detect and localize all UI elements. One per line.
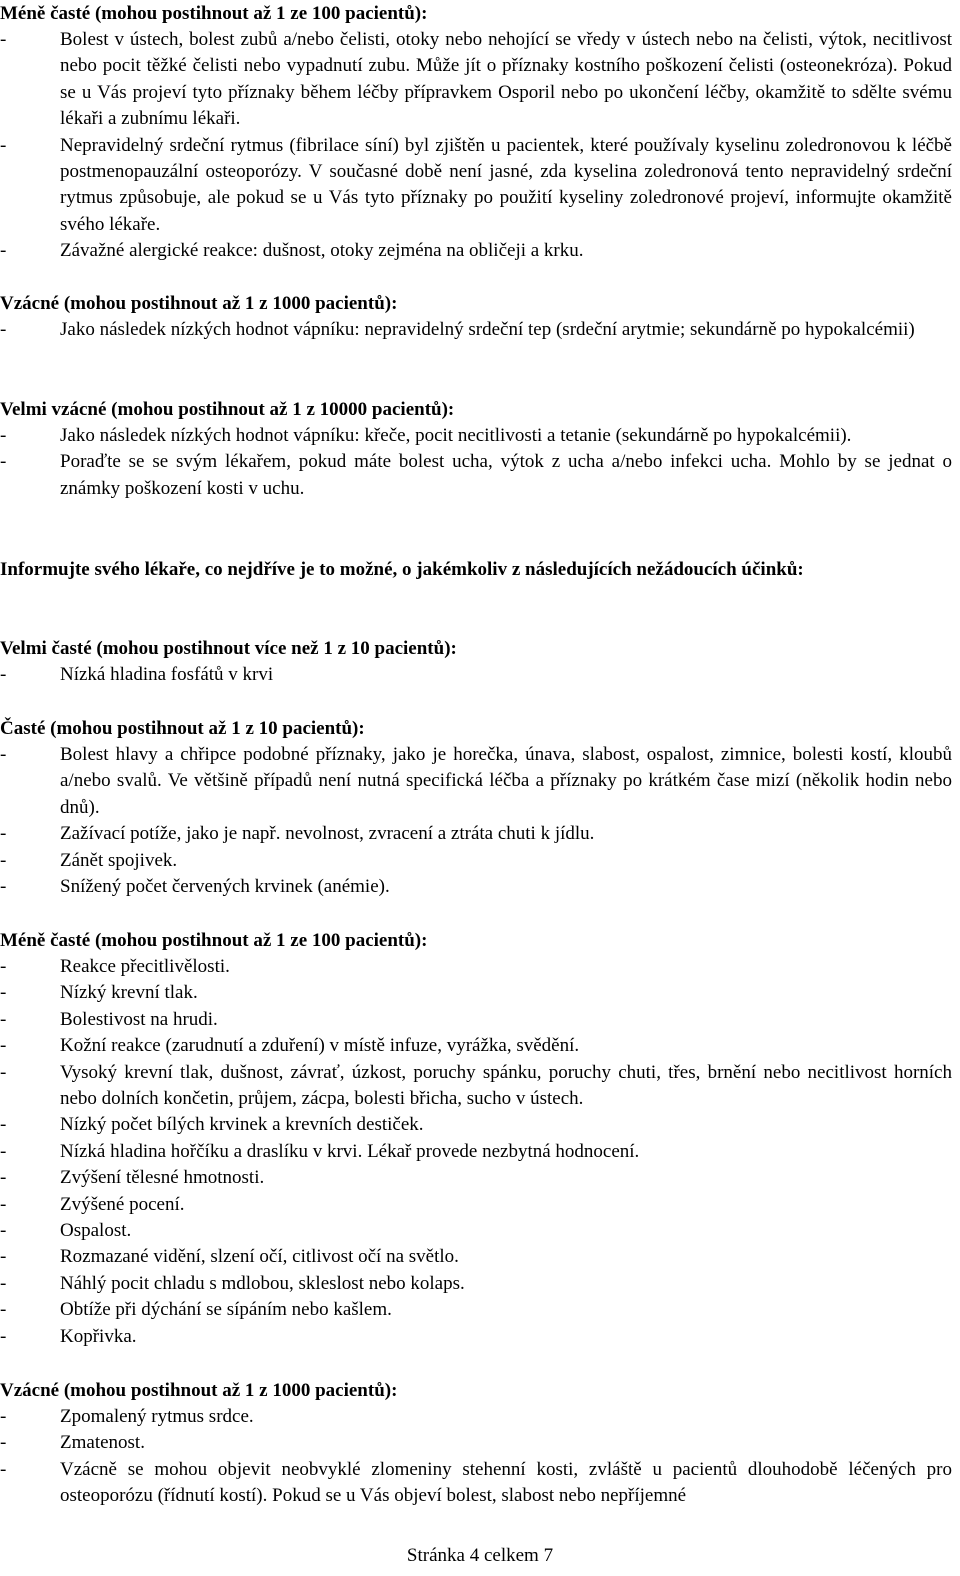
section-very-common (0, 636, 952, 688)
list-item (0, 1404, 952, 1430)
list-item (0, 1165, 952, 1191)
list-item (0, 980, 952, 1006)
item-list (0, 662, 952, 688)
bullet-dash: - (0, 744, 7, 765)
item-text: Snížený počet červených krvinek (anémie). (60, 876, 390, 898)
bullet-dash: - (0, 876, 7, 898)
item-text: Ospalost. (60, 1220, 132, 1242)
section-inform-doctor (0, 557, 952, 583)
section-heading: Méně časté (mohou postihnout až 1 ze 100 pacientů): (0, 3, 428, 24)
item-text: Náhlý pocit chladu s mdlobou, skleslost nebo kolaps. (60, 1272, 465, 1294)
item-text: Zvýšené pocení. (60, 1193, 185, 1215)
bullet-dash: - (0, 451, 7, 473)
item-text: Vzácně se mohou objevit neobvyklé zlomeniny stehenní kosti, zvláště u pacientů dlouhodobě léčených pro osteoporózu (řídnutí kostí). Pokud se u Vás objeví bolest, slabost nebo nepříjemné (60, 1458, 952, 1507)
section-heading: Vzácné (mohou postihnout až 1 z 1000 pacientů): (0, 1380, 398, 1401)
list-item (0, 662, 952, 688)
list-item (0, 1324, 952, 1350)
bullet-dash: - (0, 982, 7, 1004)
item-list (0, 27, 952, 265)
bullet-dash: - (0, 1035, 7, 1057)
section-heading: Časté (mohou postihnout až 1 z 10 pacientů): (0, 718, 365, 739)
bullet-dash: - (0, 1193, 7, 1215)
bullet-dash: - (0, 849, 7, 871)
section-very-rare (0, 397, 952, 502)
list-item (0, 1007, 952, 1033)
list-item (0, 1271, 952, 1297)
item-text: Kopřivka. (60, 1325, 137, 1347)
list-item (0, 1033, 952, 1059)
list-item (0, 1457, 952, 1510)
section-less-common-2 (0, 928, 952, 1350)
list-item (0, 1297, 952, 1323)
section-rare-2 (0, 1378, 952, 1510)
section-heading: Méně časté (mohou postihnout až 1 ze 100 pacientů): (0, 930, 428, 951)
list-item (0, 317, 952, 343)
item-text: Bolestivost na hrudi. (60, 1008, 218, 1030)
list-item (0, 1244, 952, 1270)
list-item (0, 821, 952, 847)
list-item (0, 742, 952, 821)
bullet-dash: - (0, 1008, 7, 1030)
list-item (0, 1430, 952, 1456)
item-text: Rozmazané vidění, slzení očí, citlivost očí na světlo. (60, 1246, 459, 1268)
bullet-dash: - (0, 1114, 7, 1136)
bullet-dash: - (0, 319, 7, 340)
list-item (0, 133, 952, 239)
bullet-dash: - (0, 240, 7, 262)
page-footer: Stránka 4 celkem 7 (406, 1545, 554, 1566)
item-text: Zpomalený rytmus srdce. (60, 1406, 254, 1427)
bullet-dash: - (0, 1325, 7, 1347)
bullet-dash: - (0, 823, 7, 845)
list-item (0, 449, 952, 502)
section-less-common-1 (0, 1, 952, 265)
item-text: Jako následek nízkých hodnot vápníku: křeče, pocit necitlivosti a tetanie (sekundárně po hypokalcémii). (60, 425, 852, 446)
bullet-dash: - (0, 956, 7, 977)
bullet-dash: - (0, 1272, 7, 1294)
item-text: Reakce přecitlivělosti. (60, 956, 230, 977)
item-text: Kožní reakce (zarudnutí a zduření) v místě infuze, vyrážka, svědění. (60, 1035, 580, 1057)
item-text: Zvýšení tělesné hmotnosti. (60, 1167, 265, 1189)
item-text: Vysoký krevní tlak, dušnost, závrať, úzkost, poruchy spánku, poruchy chuti, třes, brnění nebo necitlivost horních nebo dolních končetin, průjem, zácpa, bolesti břicha, sucho v ústech. (60, 1061, 952, 1110)
section-rare-1 (0, 291, 952, 343)
bullet-dash: - (0, 1432, 7, 1454)
bullet-dash: - (0, 1299, 7, 1321)
item-text: Nízký počet bílých krvinek a krevních destiček. (60, 1114, 424, 1136)
bullet-dash: - (0, 664, 7, 685)
item-text: Bolest hlavy a chřipce podobné příznaky, jako je horečka, únava, slabost, ospalost, zimnice, bolesti kostí, kloubů a/nebo svalů. Ve většině případů není nutná specifická léčba a příznaky po krátkém čase mizí (několik hodin nebo dnů). (60, 744, 952, 818)
item-list (0, 423, 952, 502)
item-text: Zažívací potíže, jako je např. nevolnost, zvracení a ztráta chuti k jídlu. (60, 823, 595, 845)
bullet-dash: - (0, 425, 7, 446)
list-item (0, 423, 952, 449)
list-item (0, 1139, 952, 1165)
section-heading: Velmi časté (mohou postihnout více než 1 z 10 pacientů): (0, 638, 457, 659)
bullet-dash: - (0, 1167, 7, 1189)
bullet-dash: - (0, 134, 7, 156)
list-item (0, 238, 952, 264)
item-list (0, 1404, 952, 1510)
item-text: Bolest v ústech, bolest zubů a/nebo čelisti, otoky nebo nehojící se vředy v ústech nebo na čelisti, výtok, necitlivost nebo pocit těžké čelisti nebo vypadnutí zubu. Může jít o příznaky kostního poškození čelisti (osteonekróza). Pokud se u Vás projeví tyto příznaky během léčby přípravkem Osporil nebo po ukončení léčby, okamžitě to sdělte svému lékaři a zubnímu lékaři. (60, 29, 952, 130)
section-common (0, 716, 952, 900)
bullet-dash: - (0, 1140, 7, 1162)
list-item (0, 1060, 952, 1113)
list-item (0, 1112, 952, 1138)
bullet-dash: - (0, 1458, 7, 1480)
item-text: Nízká hladina fosfátů v krvi (60, 664, 274, 685)
bullet-dash: - (0, 29, 7, 50)
item-text: Nízká hladina hořčíku a draslíku v krvi. Lékař provede nezbytná hodnocení. (60, 1140, 640, 1162)
item-list (0, 317, 952, 343)
bullet-dash: - (0, 1061, 7, 1083)
list-item (0, 848, 952, 874)
section-heading: Informujte svého lékaře, co nejdříve je to možné, o jakémkoliv z následujících nežádoucích účinků: (0, 559, 804, 580)
bullet-dash: - (0, 1220, 7, 1242)
list-item (0, 874, 952, 900)
item-text: Jako následek nízkých hodnot vápníku: nepravidelný srdeční tep (srdeční arytmie; sekundárně po hypokalcémii) (60, 319, 915, 340)
item-text: Zmatenost. (60, 1432, 145, 1454)
list-item (0, 27, 952, 133)
item-text: Závažné alergické reakce: dušnost, otoky zejména na obličeji a krku. (60, 240, 584, 262)
list-item (0, 1192, 952, 1218)
list-item (0, 1218, 952, 1244)
item-list (0, 954, 952, 1350)
section-heading: Vzácné (mohou postihnout až 1 z 1000 pacientů): (0, 293, 398, 314)
bullet-dash: - (0, 1246, 7, 1268)
item-text: Nízký krevní tlak. (60, 982, 198, 1004)
list-item (0, 954, 952, 980)
item-text: Nepravidelný srdeční rytmus (fibrilace síní) byl zjištěn u pacientek, které používaly kyselinu zoledronovou k léčbě postmenopauzální osteoporózy. V současné době není jasné, zda kyselina zoledronová tento nepravidelný srdeční rytmus způsobuje, ale pokud se u Vás tyto příznaky po použití kyseliny zoledronové projeví, informujte okamžitě svého lékaře. (60, 134, 952, 235)
item-list (0, 742, 952, 900)
item-text: Poraďte se se svým lékařem, pokud máte bolest ucha, výtok z ucha a/nebo infekci ucha. Mohlo by se jednat o známky poškození kosti v uchu. (60, 451, 952, 499)
item-text: Zánět spojivek. (60, 849, 178, 871)
bullet-dash: - (0, 1406, 7, 1427)
item-text: Obtíže při dýchání se sípáním nebo kašlem. (60, 1299, 392, 1321)
section-heading: Velmi vzácné (mohou postihnout až 1 z 10000 pacientů): (0, 399, 455, 420)
